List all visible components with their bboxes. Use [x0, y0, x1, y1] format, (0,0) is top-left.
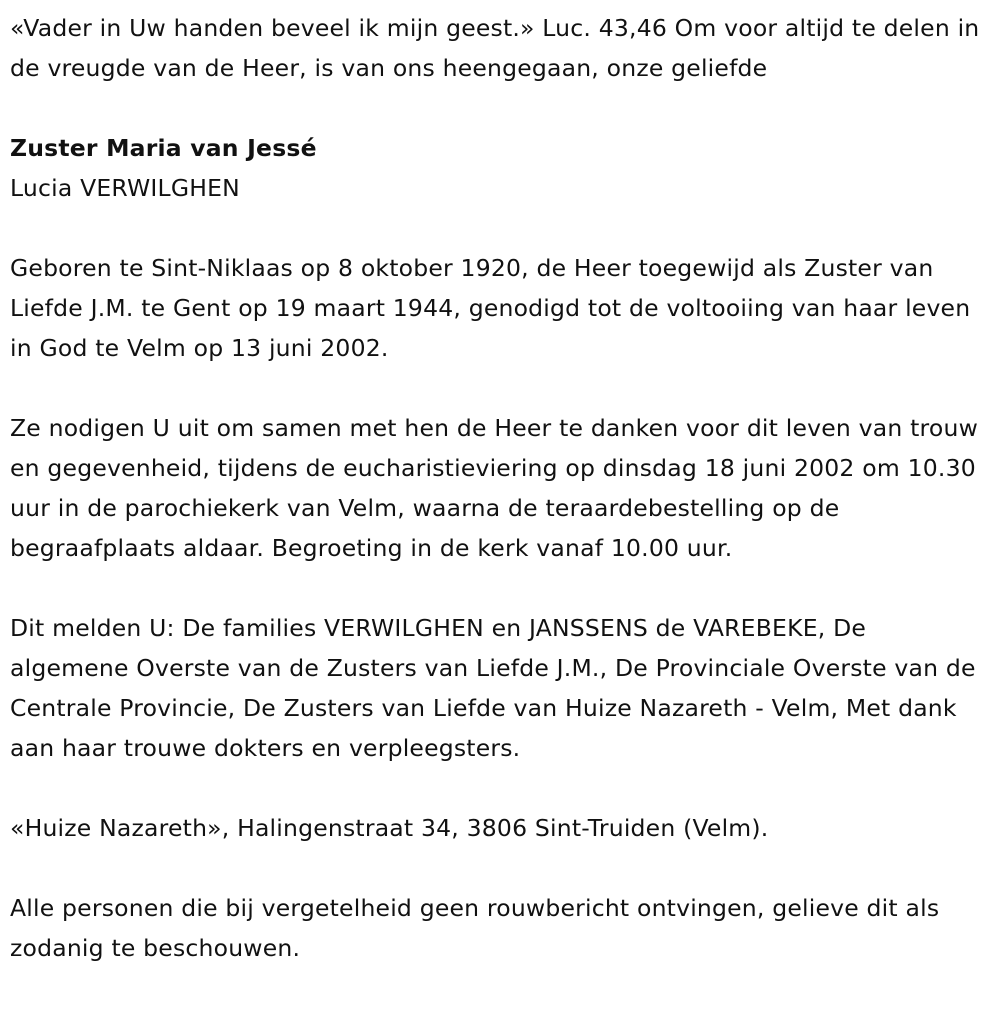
- address-line: «Huize Nazareth», Halingenstraat 34, 3806 Sint-Truiden (Velm).: [10, 814, 769, 842]
- intro-paragraph: «Vader in Uw handen beveel ik mijn geest.» Luc. 43,46 Om voor altijd te delen in de vreugde van de Heer, is van ons heengegaan, onze geliefde: [10, 14, 980, 82]
- spacer: [10, 568, 986, 608]
- spacer: [10, 368, 986, 408]
- civil-name: Lucia VERWILGHEN: [10, 174, 240, 202]
- spacer: [10, 768, 986, 808]
- closing-note-paragraph: Alle personen die bij vergetelheid geen rouwbericht ontvingen, gelieve dit als zodanig te beschouwen.: [10, 894, 940, 962]
- invitation-paragraph: Ze nodigen U uit om samen met hen de Heer te danken voor dit leven van trouw en gegevenheid, tijdens de eucharistieviering op dinsdag 18 juni 2002 om 10.30 uur in de parochiekerk van Velm, waarna de teraardebestelling op de begraafplaats aldaar. Begroeting in de kerk vanaf 10.00 uur.: [10, 414, 978, 562]
- spacer: [10, 208, 986, 248]
- announcers-paragraph: Dit melden U: De families VERWILGHEN en JANSSENS de VAREBEKE, De algemene Overste van de Zusters van Liefde J.M., De Provinciale Overste van de Centrale Provincie, De Zusters van Liefde van Huize Nazareth - Velm, Met dank aan haar trouwe dokters en verpleegsters.: [10, 614, 976, 762]
- religious-name-heading: Zuster Maria van Jessé: [10, 134, 317, 162]
- life-details-paragraph: Geboren te Sint-Niklaas op 8 oktober 1920, de Heer toegewijd als Zuster van Liefde J.M. te Gent op 19 maart 1944, genodigd tot de voltooiing van haar leven in God te Velm op 13 juni 2002.: [10, 254, 971, 362]
- spacer: [10, 88, 986, 128]
- spacer: [10, 848, 986, 888]
